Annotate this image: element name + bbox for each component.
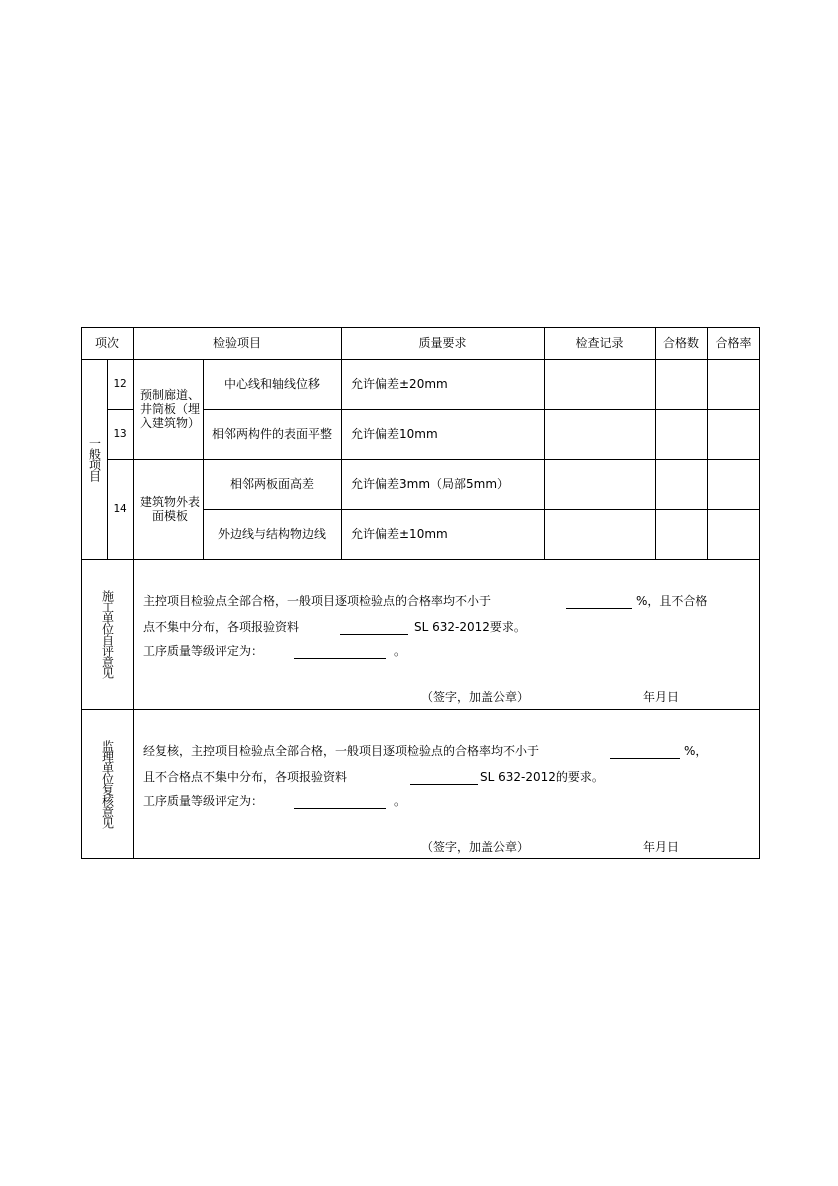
group-label-precast: 预制廊道、井筒板（埋入建筑物） [139,388,200,430]
grid-line [655,327,656,559]
contractor-grade-label: 工序质量等级评定为： [143,644,264,658]
quality-req-cell: 允许偏差10mm [351,427,438,441]
group-label-formwork: 建筑物外表面模板 [139,495,200,523]
contractor-opinion-label: 施工单位自评意见 [100,590,115,678]
contractor-line1-tail: %，且不合格 [636,594,708,608]
header-pass-rate: 合格率 [715,336,752,350]
grid-line [341,327,342,559]
grid-line [203,509,760,510]
inspect-item-cell: 相邻两板面高差 [229,477,314,491]
inspect-item-cell: 外边线与结构物边线 [217,527,326,541]
grid-line [81,709,760,710]
contractor-line1-text: 主控项目检验点全部合格，一般项目逐项检验点的合格率均不小于 [143,594,492,608]
supervisor-line1-text: 经复核，主控项目检验点全部合格，一般项目逐项检验点的合格率均不小于 [143,744,540,758]
contractor-line2-text: 点不集中分布，各项报验资料 [143,620,300,634]
contractor-date: 年月日 [643,690,680,704]
supervisor-line2-text: 且不合格点不集中分布，各项报验资料 [143,770,348,784]
row-number: 13 [113,427,127,440]
quality-req-cell: 允许偏差±10mm [351,527,448,541]
supervisor-signature: （签字，加盖公章） [421,840,530,854]
header-item-no: 项次 [94,336,119,350]
supervisor-grade-label: 工序质量等级评定为： [143,794,264,808]
contractor-grade-end: 。 [394,644,407,658]
grid-line [107,459,760,460]
header-check-record: 检查记录 [575,336,624,350]
grid-line [203,409,760,410]
supervisor-grade-end: 。 [394,794,407,808]
supervisor-line1-tail: %， [684,744,708,758]
contractor-signature: （签字，加盖公章） [421,690,530,704]
supervisor-opinion-label: 监理单位复核意见 [100,740,115,828]
inspection-form-table [81,327,760,859]
header-quality-req: 质量要求 [418,336,467,350]
grid-line [107,409,133,410]
grid-line [81,559,760,560]
header-inspect-item: 检验项目 [212,336,261,350]
grid-line [707,327,708,559]
grid-line [107,359,108,559]
quality-req-cell: 允许偏差±20mm [351,377,448,391]
inspect-item-cell: 相邻两构件的表面平整 [211,427,332,441]
row-number: 14 [113,502,127,515]
header-pass-count: 合格数 [662,336,699,350]
grid-line [81,359,760,360]
supervisor-date: 年月日 [643,840,680,854]
grid-line [544,327,545,559]
row-number: 12 [113,377,127,390]
contractor-line2-tail: SL 632-2012要求。 [414,620,526,634]
quality-req-cell: 允许偏差3mm（局部5mm） [351,477,510,491]
general-items-label: 一般项目 [87,437,102,481]
grid-line [133,327,134,859]
inspect-item-cell: 中心线和轴线位移 [223,377,320,391]
supervisor-line2-tail: SL 632-2012的要求。 [480,770,604,784]
grid-line [203,359,204,559]
table-border [81,327,760,859]
